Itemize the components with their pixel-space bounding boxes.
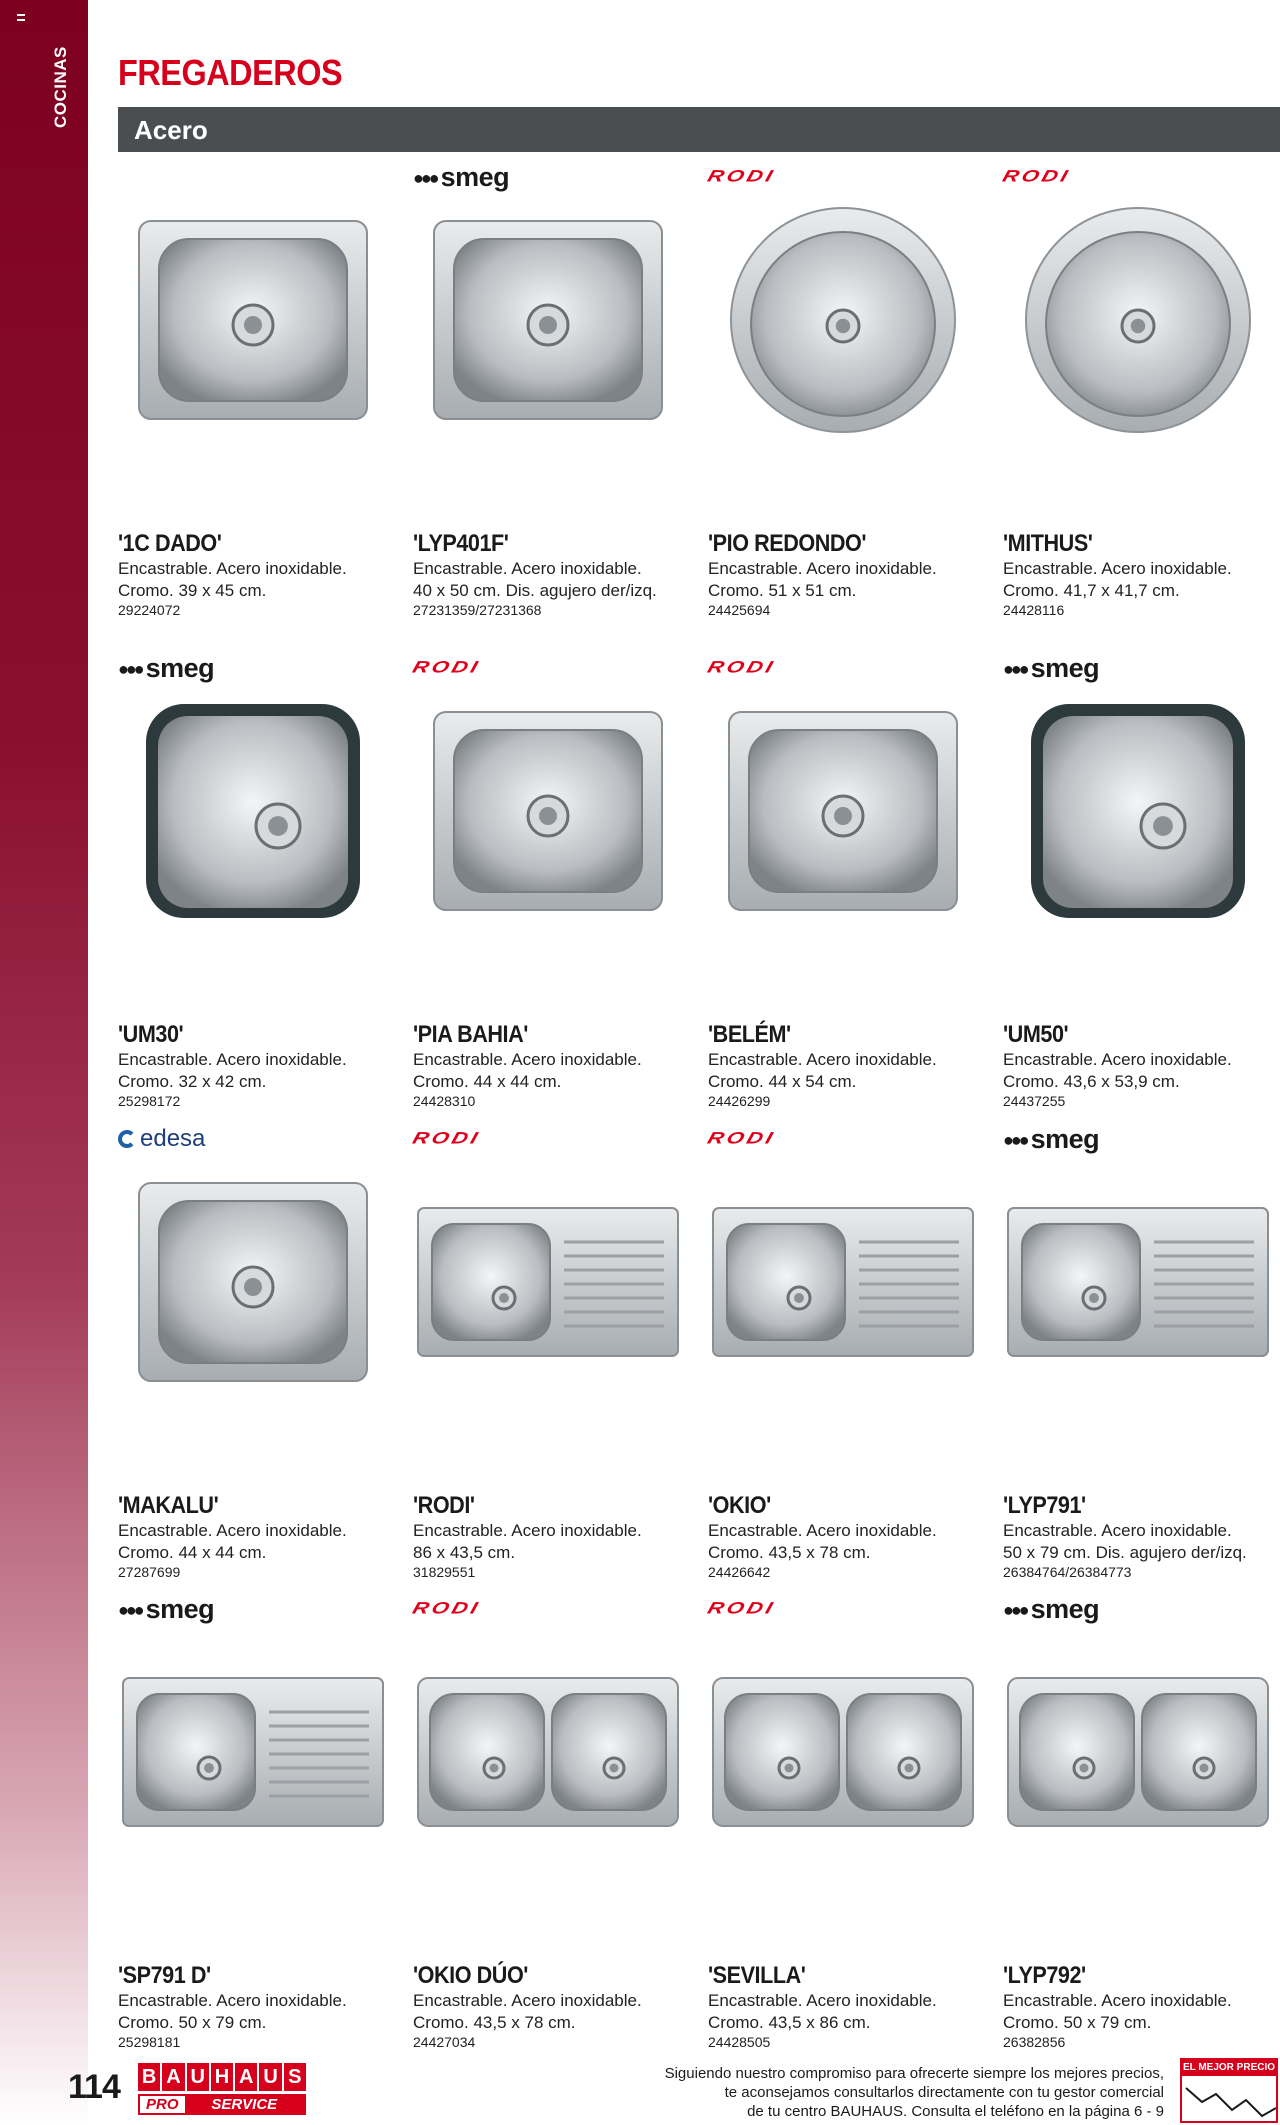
footer-note xyxy=(665,2064,1164,2121)
product-card[interactable] xyxy=(410,1594,703,2064)
product-dimensions: Cromo. 43,5 x 78 cm. xyxy=(413,2013,576,2032)
product-image[interactable] xyxy=(413,1634,683,1874)
product-card[interactable] xyxy=(1003,653,1280,1123)
product-description: Encastrable. Acero inoxidable. xyxy=(708,559,937,578)
footer-line: de tu centro BAUHAUS. Consulta el teléfono en la página 6 - 9 xyxy=(747,2103,1164,2120)
brand-text: RODI xyxy=(410,657,483,676)
logo-service: SERVICE xyxy=(185,2096,304,2113)
logo-letter: A xyxy=(235,2063,257,2091)
product-dimensions: 50 x 79 cm. Dis. agujero der/izq. xyxy=(1003,1543,1247,1562)
best-price-badge xyxy=(1180,2058,1278,2123)
product-image[interactable] xyxy=(1003,1164,1273,1404)
product-image[interactable] xyxy=(413,202,683,442)
undermount-sink-icon xyxy=(1023,696,1253,931)
brand-text: RODI xyxy=(410,1598,483,1617)
product-name: 'LYP401F' xyxy=(413,530,509,557)
product-reference: 29224072 xyxy=(118,602,181,618)
section-title: Acero xyxy=(134,115,208,145)
product-card[interactable] xyxy=(410,1124,703,1594)
product-description: Encastrable. Acero inoxidable. xyxy=(1003,1521,1232,1540)
product-description: Encastrable. Acero inoxidable. xyxy=(708,1521,937,1540)
product-name: 'RODI' xyxy=(413,1492,475,1519)
undermount-sink-icon xyxy=(138,696,368,931)
product-dimensions: 40 x 50 cm. Dis. agujero der/izq. xyxy=(413,581,657,600)
square-sink-icon xyxy=(428,215,668,430)
product-name: 'OKIO' xyxy=(708,1492,771,1519)
product-image[interactable] xyxy=(1003,1634,1273,1874)
round-sink-icon xyxy=(1018,200,1258,445)
brand-logo-smeg xyxy=(118,653,318,683)
product-name: 'OKIO DÚO' xyxy=(413,1962,528,1989)
product-dimensions: Cromo. 44 x 44 cm. xyxy=(118,1543,267,1562)
brand-logo-rodi xyxy=(705,1594,908,1624)
product-dimensions: Cromo. 44 x 44 cm. xyxy=(413,1072,562,1091)
sidebar-label: COCINAS xyxy=(51,46,70,128)
product-card[interactable] xyxy=(410,653,703,1123)
product-reference: 24428505 xyxy=(708,2034,771,2050)
brand-text: smeg xyxy=(145,653,215,683)
product-reference: 27287699 xyxy=(118,1564,181,1580)
product-reference: 26384764/26384773 xyxy=(1003,1564,1132,1580)
price-chart-icon xyxy=(1182,2076,1278,2123)
product-reference: 24426299 xyxy=(708,1093,771,1109)
square-sink-icon xyxy=(428,706,668,921)
product-image[interactable] xyxy=(413,693,683,933)
square-sink-icon xyxy=(133,215,373,430)
product-image[interactable] xyxy=(118,693,388,933)
brand-text: RODI xyxy=(410,1128,483,1147)
brand-logo-rodi xyxy=(410,1594,613,1624)
double-sink-icon xyxy=(709,1672,977,1837)
product-dimensions: Cromo. 39 x 45 cm. xyxy=(118,581,267,600)
brand-text: smeg xyxy=(1030,1124,1100,1154)
product-image[interactable] xyxy=(413,1164,683,1404)
brand-logo-rodi xyxy=(410,1124,613,1154)
product-description: Encastrable. Acero inoxidable. xyxy=(413,1991,642,2010)
product-name: 'UM30' xyxy=(118,1021,184,1048)
product-reference: 24428116 xyxy=(1003,602,1065,618)
product-card[interactable] xyxy=(1000,162,1280,632)
double-sink-icon xyxy=(414,1672,682,1837)
product-description: Encastrable. Acero inoxidable. xyxy=(1003,1991,1232,2010)
product-name: 'MITHUS' xyxy=(1003,530,1093,557)
brand-text: RODI xyxy=(705,166,778,185)
product-card[interactable] xyxy=(118,1124,408,1594)
product-card[interactable] xyxy=(118,162,408,632)
drainer-sink-icon xyxy=(119,1672,387,1837)
product-image[interactable] xyxy=(118,1164,388,1404)
product-name: 'BELÉM' xyxy=(708,1021,791,1048)
smeg-dots-icon: ●●● xyxy=(118,1600,142,1620)
brand-logo-rodi xyxy=(1000,162,1203,192)
footer-line: te aconsejamos consultarlos directamente con tu gestor comercial xyxy=(724,2084,1164,2101)
product-name: 'UM50' xyxy=(1003,1021,1069,1048)
page-title: FREGADEROS xyxy=(118,52,343,93)
product-description: Encastrable. Acero inoxidable. xyxy=(413,559,642,578)
drainer-sink-icon xyxy=(1004,1202,1272,1367)
product-card[interactable] xyxy=(413,162,703,632)
edesa-mark-icon xyxy=(118,1130,136,1148)
brand-logo-smeg xyxy=(1003,1594,1203,1624)
menu-icon[interactable] xyxy=(17,14,31,26)
product-description: Encastrable. Acero inoxidable. xyxy=(118,1521,347,1540)
product-dimensions: Cromo. 51 x 51 cm. xyxy=(708,581,857,600)
bauhaus-logo xyxy=(138,2063,306,2115)
product-reference: 24437255 xyxy=(1003,1093,1066,1109)
brand-text: edesa xyxy=(140,1125,206,1152)
product-card[interactable] xyxy=(705,1124,998,1594)
product-name: 'SP791 D' xyxy=(118,1962,211,1989)
product-card[interactable] xyxy=(118,1594,408,2064)
product-dimensions: Cromo. 43,5 x 86 cm. xyxy=(708,2013,871,2032)
product-image[interactable] xyxy=(708,202,978,442)
brand-logo-rodi xyxy=(705,653,908,683)
product-description: Encastrable. Acero inoxidable. xyxy=(708,1050,937,1069)
product-description: Encastrable. Acero inoxidable. xyxy=(118,559,347,578)
product-dimensions: Cromo. 32 x 42 cm. xyxy=(118,1072,267,1091)
product-dimensions: Cromo. 50 x 79 cm. xyxy=(1003,2013,1152,2032)
product-name: 'LYP792' xyxy=(1003,1962,1086,1989)
smeg-dots-icon: ●●● xyxy=(118,659,142,679)
best-price-label: EL MEJOR PRECIO xyxy=(1182,2060,1276,2076)
product-image[interactable] xyxy=(118,202,388,442)
section-header xyxy=(118,107,1280,152)
footer-line: Siguiendo nuestro compromiso para ofrecerte siempre los mejores precios, xyxy=(664,2065,1164,2082)
product-card[interactable] xyxy=(705,162,998,632)
brand-logo-rodi xyxy=(410,653,613,683)
product-card[interactable] xyxy=(1003,1124,1280,1594)
drainer-sink-icon xyxy=(414,1202,682,1367)
square-sink-icon xyxy=(723,706,963,921)
product-name: 'PIA BAHIA' xyxy=(413,1021,528,1048)
product-dimensions: Cromo. 43,5 x 78 cm. xyxy=(708,1543,871,1562)
product-card[interactable] xyxy=(1003,1594,1280,2064)
brand-text: RODI xyxy=(705,1128,778,1147)
sidebar-band xyxy=(0,0,88,2125)
brand-logo-rodi xyxy=(705,1124,908,1154)
product-dimensions: Cromo. 44 x 54 cm. xyxy=(708,1072,857,1091)
brand-text: RODI xyxy=(1000,166,1073,185)
product-dimensions: 86 x 43,5 cm. xyxy=(413,1543,516,1562)
page-number: 114 xyxy=(68,2068,120,2106)
brand-text: RODI xyxy=(705,1598,778,1617)
brand-logo-smeg xyxy=(413,162,613,192)
product-reference: 24426642 xyxy=(708,1564,771,1580)
product-image[interactable] xyxy=(708,1164,978,1404)
logo-letter: U xyxy=(187,2063,209,2091)
product-description: Encastrable. Acero inoxidable. xyxy=(118,1050,347,1069)
product-dimensions: Cromo. 50 x 79 cm. xyxy=(118,2013,267,2032)
product-dimensions: Cromo. 43,6 x 53,9 cm. xyxy=(1003,1072,1180,1091)
product-name: 'MAKALU' xyxy=(118,1492,219,1519)
brand-logo-smeg xyxy=(1003,653,1203,683)
logo-letter: U xyxy=(259,2063,281,2091)
product-card[interactable] xyxy=(705,1594,998,2064)
brand-text: smeg xyxy=(1030,1594,1100,1624)
smeg-dots-icon: ●●● xyxy=(413,168,437,188)
product-image[interactable] xyxy=(708,1634,978,1874)
product-description: Encastrable. Acero inoxidable. xyxy=(413,1050,642,1069)
product-name: 'PIO REDONDO' xyxy=(708,530,867,557)
logo-pro: PRO xyxy=(146,2096,179,2113)
product-dimensions: Cromo. 41,7 x 41,7 cm. xyxy=(1003,581,1180,600)
product-reference: 25298172 xyxy=(118,1093,181,1109)
product-reference: 31829551 xyxy=(413,1564,476,1580)
brand-text: smeg xyxy=(1030,653,1100,683)
product-reference: 25298181 xyxy=(118,2034,181,2050)
smeg-dots-icon: ●●● xyxy=(1003,1130,1027,1150)
product-name: '1C DADO' xyxy=(118,530,222,557)
product-image[interactable] xyxy=(1003,693,1273,933)
brand-text: smeg xyxy=(145,1594,215,1624)
product-description: Encastrable. Acero inoxidable. xyxy=(708,1991,937,2010)
logo-letter: A xyxy=(162,2063,184,2091)
logo-letter: S xyxy=(284,2063,306,2091)
brand-logo-rodi xyxy=(705,162,908,192)
product-image[interactable] xyxy=(708,693,978,933)
brand-logo-edesa xyxy=(118,1124,318,1154)
product-image[interactable] xyxy=(118,1634,388,1874)
product-description: Encastrable. Acero inoxidable. xyxy=(1003,1050,1232,1069)
product-reference: 24425694 xyxy=(708,602,771,618)
product-reference: 26382856 xyxy=(1003,2034,1066,2050)
product-card[interactable] xyxy=(705,653,998,1123)
product-reference: 27231359/27231368 xyxy=(413,602,542,618)
product-image[interactable] xyxy=(1003,202,1273,442)
brand-logo-smeg xyxy=(118,1594,318,1624)
brand-logo-smeg xyxy=(1003,1124,1203,1154)
logo-letter: B xyxy=(138,2063,160,2091)
smeg-dots-icon: ●●● xyxy=(1003,659,1027,679)
double-sink-icon xyxy=(1004,1672,1272,1837)
logo-letter: H xyxy=(211,2063,233,2091)
product-description: Encastrable. Acero inoxidable. xyxy=(118,1991,347,2010)
product-description: Encastrable. Acero inoxidable. xyxy=(1003,559,1232,578)
smeg-dots-icon: ●●● xyxy=(1003,1600,1027,1620)
product-reference: 24428310 xyxy=(413,1093,476,1109)
round-sink-icon xyxy=(723,200,963,445)
drainer-sink-icon xyxy=(709,1202,977,1367)
brand-text: smeg xyxy=(440,162,510,192)
brand-text: RODI xyxy=(705,657,778,676)
product-reference: 24427034 xyxy=(413,2034,476,2050)
product-name: 'SEVILLA' xyxy=(708,1962,806,1989)
product-card[interactable] xyxy=(118,653,408,1123)
square-sink-icon xyxy=(133,1177,373,1392)
product-description: Encastrable. Acero inoxidable. xyxy=(413,1521,642,1540)
product-name: 'LYP791' xyxy=(1003,1492,1086,1519)
